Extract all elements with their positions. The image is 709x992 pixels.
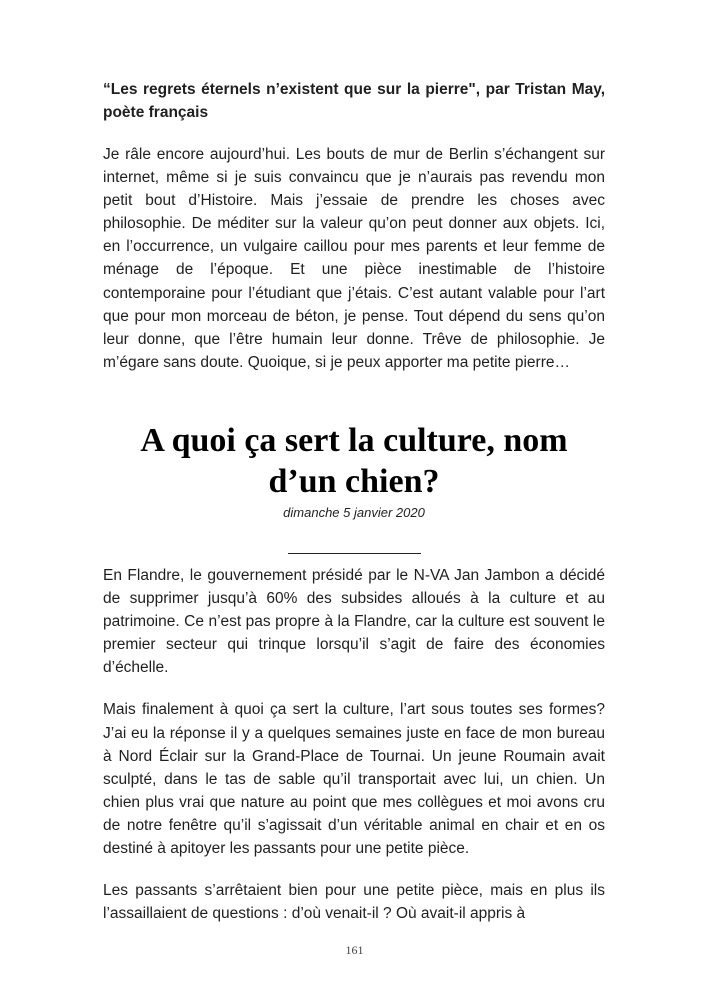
title-separator bbox=[288, 553, 421, 554]
article-paragraph: Mais finalement à quoi ça sert la culture, l’art sous toutes ses formes? J’ai eu la réponse il y a quelques semaines juste en face de mon bureau à Nord Éclair sur la Grand-Place de Tournai. Un jeune Roumain avait sculpté, dans le tas de sable qu’il transportait avec lui, un chien. Un chien plus vrai que nature au point que mes collègues et moi avons cru de notre fenêtre qu’il s’agissait d’un véritable animal en chair et en os destiné à apitoyer les passants pour une petite pièce. bbox=[103, 701, 605, 857]
article-paragraph: En Flandre, le gouvernement présidé par le N-VA Jan Jambon a décidé de supprimer jusqu’à 60% des subsides alloués à la culture et au patrimoine. Ce n’est pas propre à la Flandre, car la culture est souvent le premier secteur qui trinque lorsqu’il s’agit de faire des économies d’échelle. bbox=[103, 566, 605, 677]
previous-article-paragraph: Je râle encore aujourd’hui. Les bouts de mur de Berlin s’échangent sur internet, même si je suis convaincu que je n’aurais pas revendu mon petit bout d’Histoire. Mais j’essaie de prendre les choses avec philosophie. De méditer sur la valeur qu’on peut donner aux objets. Ici, en l’occurrence, un vulgaire caillou pour mes parents et leur femme de ménage de l’époque. Et une pièce inestimable de l’histoire contemporaine pour l’étudiant que j’étais. C’est autant valable pour l’art que pour mon morceau de béton, je pense. Tout dépend du sens qu’on leur donne, que l’être humain leur donne. Trêve de philosophie. Je m’égare sans doute. Quoique, si je peux apporter ma petite pierre… bbox=[103, 146, 605, 371]
article-paragraph: Les passants s’arrêtaient bien pour une petite pièce, mais en plus ils l’assaillaient de questions : d’où venait-il ? Où avait-il appris à bbox=[103, 882, 605, 923]
book-page bbox=[103, 78, 605, 944]
page-number: 161 bbox=[345, 943, 364, 957]
article-title: A quoi ça sert la culture, nom d’un chien? bbox=[140, 421, 568, 500]
previous-article-title: “Les regrets éternels n’existent que sur la pierre", par Tristan May, poète français bbox=[103, 81, 605, 121]
article-date: dimanche 5 janvier 2020 bbox=[283, 504, 425, 520]
